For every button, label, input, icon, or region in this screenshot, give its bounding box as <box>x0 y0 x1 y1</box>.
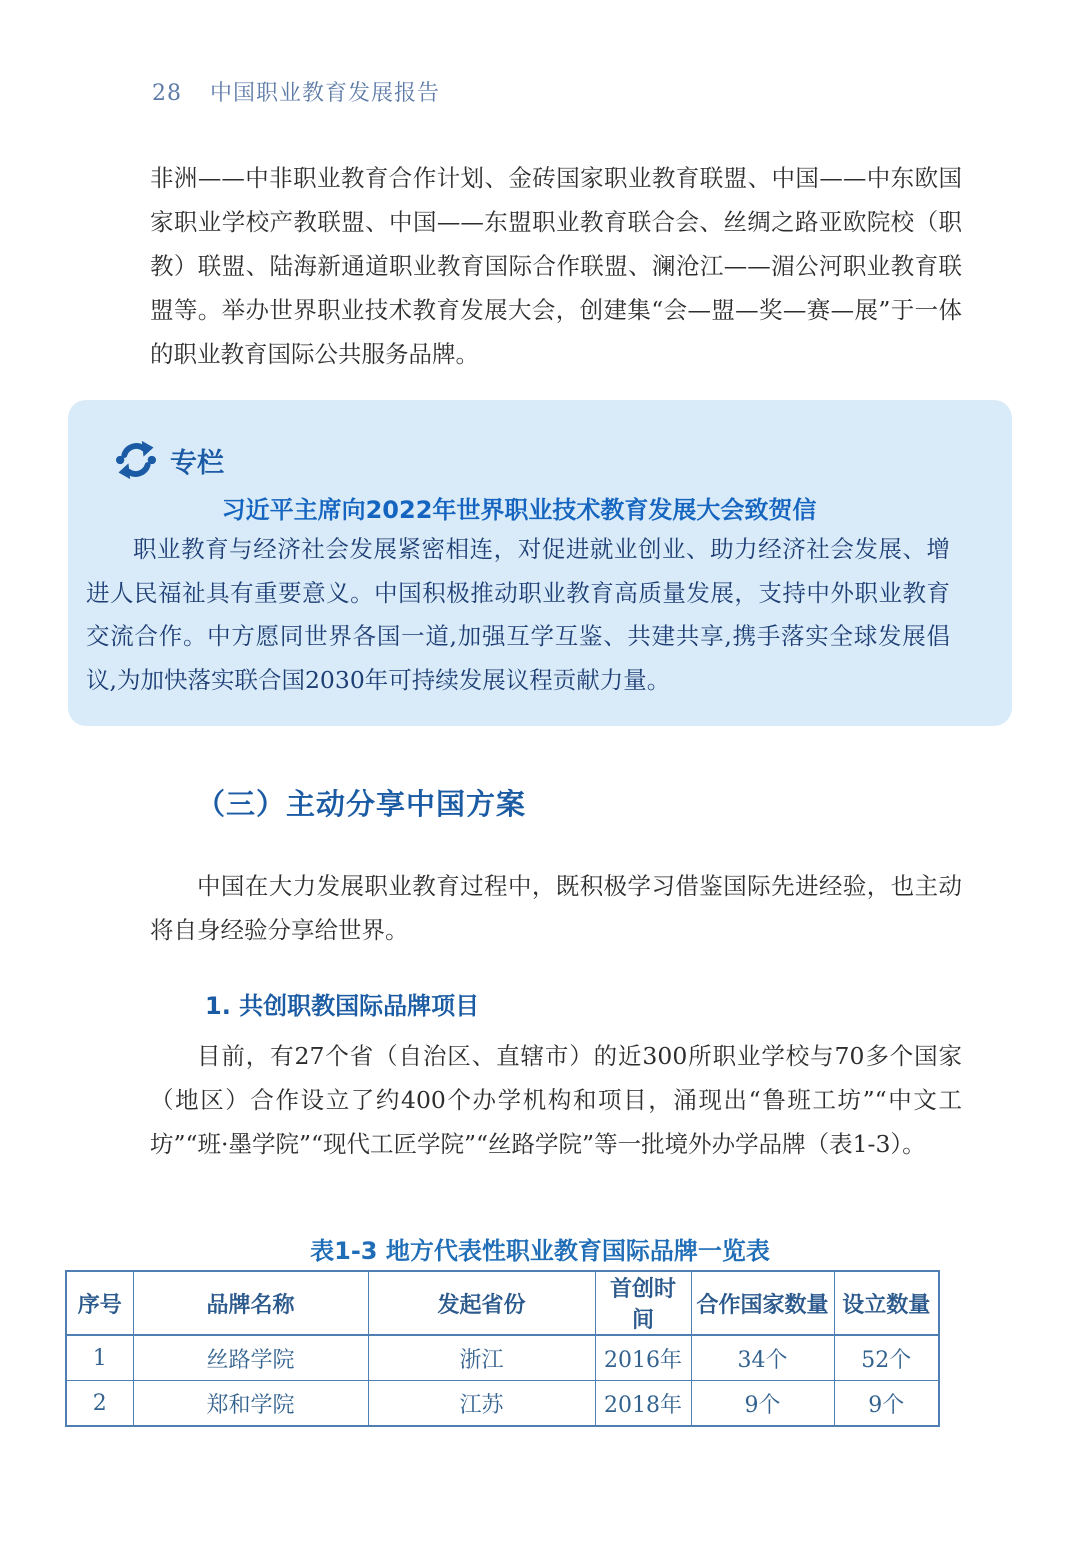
running-head <box>152 76 440 107</box>
sync-arrows-icon <box>116 440 156 480</box>
brand-table <box>65 1270 940 1427</box>
cell-first-year: 2018年 <box>595 1381 691 1427</box>
cell-brand: 郑和学院 <box>133 1381 368 1427</box>
table-caption: 表1-3 地方代表性职业教育国际品牌一览表 <box>310 1237 770 1265</box>
cell-brand: 丝路学院 <box>133 1335 368 1381</box>
cell-province: 浙江 <box>368 1335 595 1381</box>
cell-partner-countries: 9个 <box>691 1381 834 1427</box>
column-label-row <box>116 440 224 480</box>
paragraph-alliances: 非洲——中非职业教育合作计划、金砖国家职业教育联盟、中国——中东欧国家职业学校产教联盟、中国——东盟职业教育联合会、丝绸之路亚欧院校（职教）联盟、陆海新通道职业教育国际合作联盟、澜沧江——湄公河职业教育联盟等。举办世界职业技术教育发展大会，创建集“会—盟—奖—赛—展”于一体的职业教育国际公共服务品牌。 <box>150 164 962 368</box>
cell-first-year: 2016年 <box>595 1335 691 1381</box>
cell-index: 1 <box>66 1335 133 1381</box>
column-title: 习近平主席向2022年世界职业技术教育发展大会致贺信 <box>221 496 817 524</box>
running-head-title: 中国职业教育发展报告 <box>210 81 441 106</box>
cell-partner-countries: 34个 <box>691 1335 834 1381</box>
section-heading: （三）主动分享中国方案 <box>196 787 527 821</box>
col-header-partner-countries: 合作国家数量 <box>691 1271 834 1335</box>
col-header-established-count: 设立数量 <box>834 1271 939 1335</box>
table-header-row <box>66 1271 939 1335</box>
cell-index: 2 <box>66 1381 133 1427</box>
col-header-brand: 品牌名称 <box>133 1271 368 1335</box>
page-number: 28 <box>152 81 182 106</box>
paragraph-brand-projects: 目前，有27个省（自治区、直辖市）的近300所职业学校与70多个国家（地区）合作设立了约400个办学机构和项目，涌现出“鲁班工坊”“中文工坊”“班·墨学院”“现代工匠学院”“丝路学院”等一批境外办学品牌（表1-3）。 <box>150 1042 962 1158</box>
table-row <box>66 1335 939 1381</box>
column-callout-box <box>68 400 1012 726</box>
col-header-index: 序号 <box>66 1271 133 1335</box>
column-body-text: 职业教育与经济社会发展紧密相连，对促进就业创业、助力经济社会发展、增进人民福祉具有重要意义。中国积极推动职业教育高质量发展，支持中外职业教育交流合作。中方愿同世界各国一道,加强互学互鉴、共建共享,携手落实全球发展倡议,为加快落实联合国2030年可持续发展议程贡献力量。 <box>86 535 950 694</box>
table-row <box>66 1381 939 1427</box>
cell-established-count: 52个 <box>834 1335 939 1381</box>
column-label: 专栏 <box>170 447 224 479</box>
cell-province: 江苏 <box>368 1381 595 1427</box>
cell-established-count: 9个 <box>834 1381 939 1427</box>
paragraph-share-experience: 中国在大力发展职业教育过程中，既积极学习借鉴国际先进经验，也主动将自身经验分享给世界。 <box>150 872 962 944</box>
col-header-province: 发起省份 <box>368 1271 595 1335</box>
col-header-first-year: 首创时间 <box>595 1271 691 1335</box>
subsection-heading: 1. 共创职教国际品牌项目 <box>205 992 480 1020</box>
